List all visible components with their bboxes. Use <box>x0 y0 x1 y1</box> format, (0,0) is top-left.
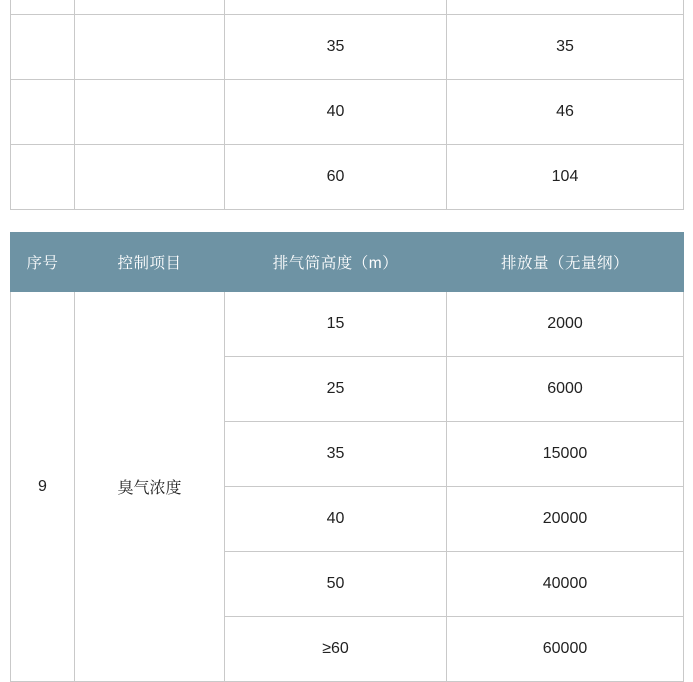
cell-emission: 2000 <box>447 292 684 357</box>
cell-no <box>11 80 75 145</box>
table-row <box>11 292 684 357</box>
table-header-row <box>11 233 684 292</box>
cell-height: 60 <box>225 145 447 210</box>
cell-emission: 40000 <box>447 552 684 617</box>
cell-emission: 35 <box>447 15 684 80</box>
cell-height: 40 <box>225 80 447 145</box>
cell-emission: 104 <box>447 145 684 210</box>
cell-height: 15 <box>225 292 447 357</box>
cell-item <box>75 80 225 145</box>
cell-no <box>11 145 75 210</box>
header-item: 控制项目 <box>75 233 225 292</box>
cell-emission: 60000 <box>447 617 684 682</box>
table-row <box>11 0 684 15</box>
cell-no <box>11 15 75 80</box>
cell-height <box>225 0 447 15</box>
cell-height: 35 <box>225 15 447 80</box>
cell-emission: 15000 <box>447 422 684 487</box>
cell-emission: 20000 <box>447 487 684 552</box>
cell-emission <box>447 0 684 15</box>
table-row <box>11 80 684 145</box>
upper-partial-table <box>10 0 684 210</box>
cell-height: 35 <box>225 422 447 487</box>
cell-emission: 46 <box>447 80 684 145</box>
cell-no <box>11 0 75 15</box>
cell-height: 40 <box>225 487 447 552</box>
cell-height: ≥60 <box>225 617 447 682</box>
header-emission: 排放量（无量纲） <box>447 233 684 292</box>
table-row <box>11 15 684 80</box>
cell-item: 臭气浓度 <box>75 292 225 682</box>
cell-height: 25 <box>225 357 447 422</box>
odor-concentration-table <box>10 232 684 682</box>
cell-item <box>75 0 225 15</box>
cell-item <box>75 145 225 210</box>
table-spacer <box>10 210 683 232</box>
cell-height: 50 <box>225 552 447 617</box>
cell-no: 9 <box>11 292 75 682</box>
table-row <box>11 145 684 210</box>
cell-emission: 6000 <box>447 357 684 422</box>
cell-item <box>75 15 225 80</box>
header-no: 序号 <box>11 233 75 292</box>
header-height: 排气筒高度（m） <box>225 233 447 292</box>
